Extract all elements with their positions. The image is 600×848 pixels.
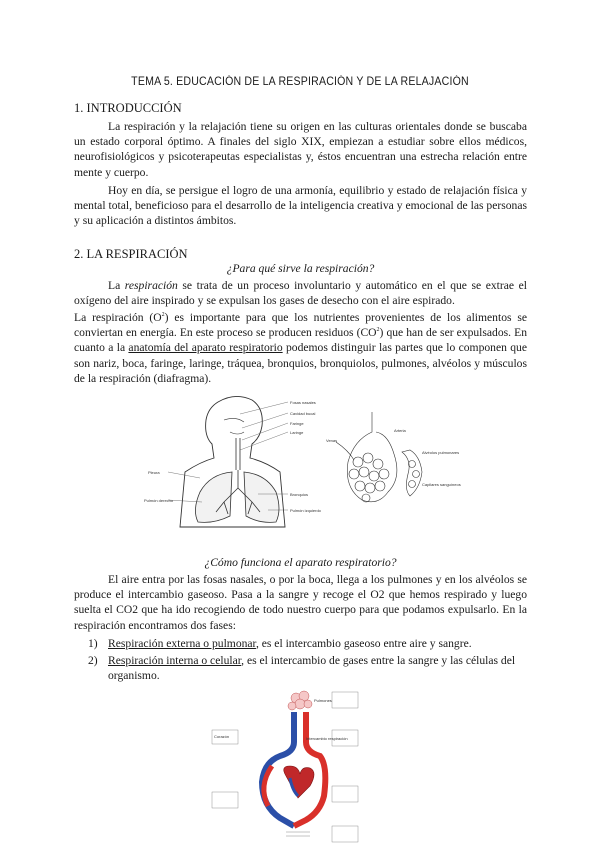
- label-arteria: Arteria: [394, 428, 406, 433]
- label-capilares: Capilares sanguíneos: [422, 482, 461, 487]
- label-pulmon-izquierdo: Pulmón izquierdo: [290, 508, 321, 513]
- label-pulmon-derecho: Pulmón derecho: [144, 498, 174, 503]
- anatomy-link[interactable]: anatomía del aparato respiratorio: [128, 341, 283, 355]
- label-pulmones: Pulmones: [314, 698, 332, 703]
- respiratory-anatomy-figure: [140, 392, 461, 532]
- label-faringe: Faringe: [290, 421, 304, 426]
- internal-respiration-link[interactable]: Respiración interna o celular: [108, 654, 242, 667]
- function-paragraph: El aire entra por las fosas nasales, o por la boca, llega a los pulmones y en los alvéolos se produce el intercambio gaseoso. Pasa a la sangre y recoge el O2 que hemos respirado y luego suelta el CO2 que ha ido recogiendo de todo nuestro cuerpo para que podamos expulsarlo. En la respiración encontramos dos fases:: [74, 573, 527, 632]
- external-respiration-link[interactable]: Respiración externa o pulmonar: [108, 637, 256, 650]
- page-title: TEMA 5. EDUCACIÓN DE LA RESPIRACIÓN Y DE LA RELAJACIÓN: [131, 76, 469, 88]
- label-alveolos: Alvéolos pulmonares: [422, 450, 460, 455]
- respiration-definition: La respiración se trata de un proceso involuntario y automático en el que se extrae el oxígeno del aire inspirado y se expulsan los gases de desecho con el aire espirado.: [74, 279, 527, 308]
- label-bronquios: Bronquios: [290, 492, 309, 497]
- label-cavidad-bucal: Cavidad bucal: [290, 411, 316, 416]
- label-corazon: Corazón: [214, 734, 230, 739]
- document-page: TEMA 5. EDUCACIÓN DE LA RESPIRACIÓN Y DE LA RELAJACIÓN 1. INTRODUCCIÓN La respiración y la relajación tiene su origen en las culturas orientales donde se buscaba un estado corporal óptimo. A finales del siglo XIX, empiezan a estudiar sobre ellos médicos, neurofisiológicos y psicoterapeutas especialistas y, éstos encuentran una estrecha relación entre mente y cuerpo. Hoy en día, se persigue el logro de una armonía, equilibrio y estado de relajación física y mental total, beneficioso para el desarrollo de la inteligencia creativa y emocional de las personas y su aplicación a distintos ámbitos. 2. LA RESPIRACIÓN ¿Para qué sirve la respiración? La respiración se trata de un proceso involuntario y automático en el que se extrae el oxígeno del aire inspirado y se expulsan los gases de desecho con el aire espirado. La respiración $(O^2)$ es importante para que los nutrientes provenientes de los alimentos se conviertan en energía. En este proceso se producen residuos $(CO^2)$ que han de ser expulsados. En cuanto a la anatomía del aparato respiratorio podemos distinguir las partes que lo componen que son nariz, boca, faringe, laringe, tráquea, bronquios, bronquiolos, pulmones, alvéolos y músculos de la respiración (diafragma). Fosas nasales Cavidad bucal Faringe Laringe Pleura Pulmón derecho Bronquios Pulmón izquierdo Venas Arteria Alvéolos pulmonares Capilares sanguíneos ¿Cómo funciona el aparato respiratorio? El aire entra por las fosas nasales, o por la boca, llega a los pulmones y en los alvéolos se produce el intercambio gaseoso. Pasa a la sangre y recoge el O2 que hemos respirado y luego suelta el CO2 que ha ido recogiendo de todo nuestro cuerpo para que podamos expulsarlo. En la respiración encontramos dos fases: 1) Respiración externa o pulmonar, es el intercambio gaseoso entre aire y sangre. 2) Respiración interna o celular, es el intercambio de gases entre la sangre y las células del organismo. Intercambio respiración Pulmones Corazón: [0, 0, 600, 848]
- label-laringe: Laringe: [290, 430, 304, 435]
- section1-heading: 1. INTRODUCCIÓN: [74, 101, 182, 115]
- label-pleura: Pleura: [148, 470, 160, 475]
- label-fosas-nasales: Fosas nasales: [290, 400, 316, 405]
- circulation-figure: [210, 686, 360, 846]
- label-venas: Venas: [326, 438, 338, 443]
- intro-paragraph-1: La respiración y la relajación tiene su origen en las culturas orientales donde se buscaba un estado corporal óptimo. A finales del siglo XIX, empiezan a estudiar sobre ellos médicos, neurofisiológicos y psicoterapeutas especialistas y, éstos encuentran una estrecha relación entre mente y cuerpo.: [74, 120, 527, 179]
- label-intercambio: Intercambio respiración: [306, 736, 348, 741]
- intro-paragraph-2: Hoy en día, se persigue el logro de una armonía, equilibrio y estado de relajación física y mental total, beneficioso para el desarrollo de la inteligencia creativa y emocional de las personas y su aplicación a distintos ámbitos.: [74, 184, 527, 228]
- question-function: ¿Cómo funciona el aparato respiratorio?: [204, 556, 397, 569]
- question-purpose: ¿Para qué sirve la respiración?: [226, 262, 375, 275]
- respiration-importance: La respiración $(O^2)$ es importante para que los nutrientes provenientes de los alimentos se conviertan en energía. En este proceso se producen residuos $(CO^2)$ que han de ser expulsados. En cuanto a la anatomía del aparato respiratorio podemos distinguir las partes que lo componen que son nariz, boca, faringe, laringe, tráquea, bronquios, bronquiolos, pulmones, alvéolos y músculos de la respiración (diafragma).: [74, 311, 528, 385]
- section2-heading: 2. LA RESPIRACIÓN: [74, 247, 188, 261]
